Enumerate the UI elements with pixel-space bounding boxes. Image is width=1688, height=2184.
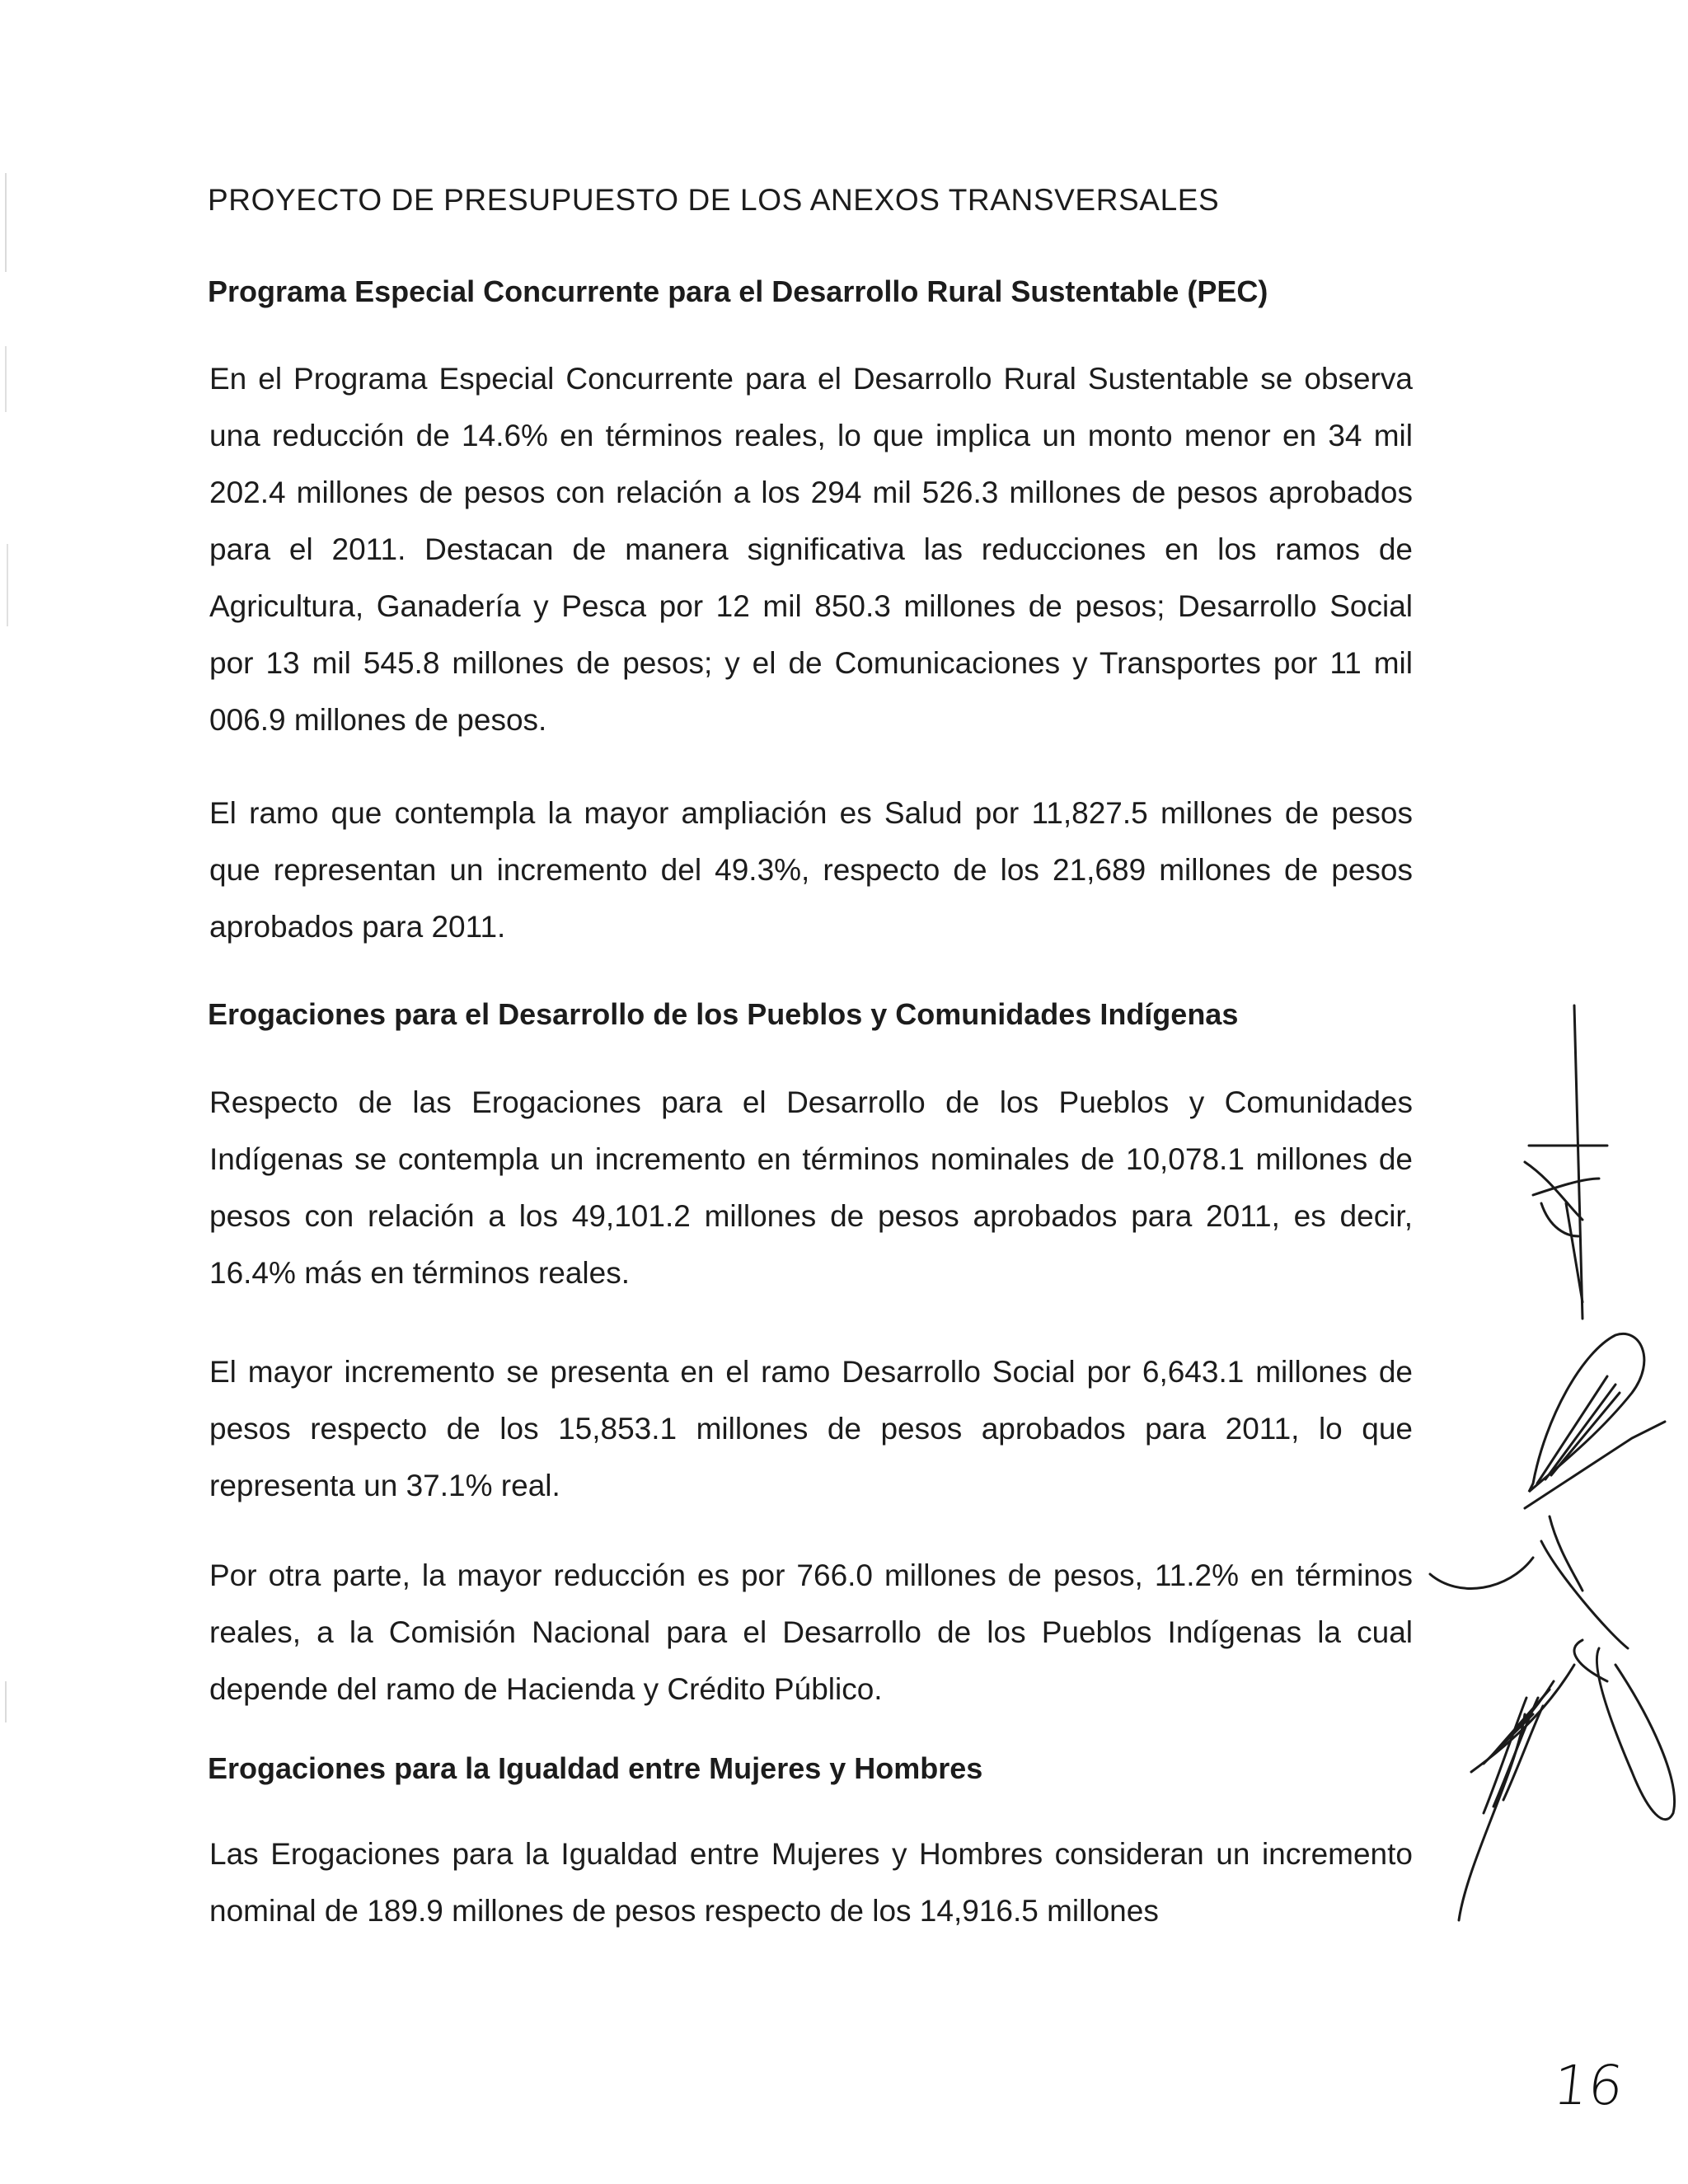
paragraph-pec-salud: El ramo que contempla la mayor ampliación es Salud por 11,827.5 millones de pesos que representan un incremento del 49.3%, respecto de los 21,689 millones de pesos aprobados para 2011. bbox=[209, 796, 1413, 944]
section-heading-pec: Programa Especial Concurrente para el Desarrollo Rural Sustentable (PEC) bbox=[208, 274, 1268, 308]
handwritten-signature bbox=[1335, 989, 1688, 2184]
paragraph-indigenas-desarrollo-social: El mayor incremento se presenta en el ramo Desarrollo Social por 6,643.1 millones de pesos respecto de los 15,853.1 millones de pesos aprobados para 2011, lo que representa un 37.1% real. bbox=[209, 1355, 1413, 1502]
paragraph-indigenas-summary: Respecto de las Erogaciones para el Desarrollo de los Pueblos y Comunidades Indígenas se contempla un incremento en términos nominales de 10,078.1 millones de pesos con relación a los 49,101.2 millones de pesos aprobados para 2011, es decir, 16.4% más en términos reales. bbox=[209, 1085, 1413, 1290]
scan-artifact bbox=[5, 173, 7, 272]
page-number: 16 bbox=[1550, 2054, 1627, 2117]
scan-artifact bbox=[7, 544, 8, 626]
paragraph-pec-summary: En el Programa Especial Concurrente para el Desarrollo Rural Sustentable se observa una reducción de 14.6% en términos reales, lo que implica un monto menor en 34 mil 202.4 millones de pesos con relación a los 294 mil 526.3 millones de pesos aprobados para el 2011. Destacan de manera significativa las reducciones en los ramos de Agricultura, Ganadería y Pesca por 12 mil 850.3 millones de pesos; Desarrollo Social por 13 mil 545.8 millones de pesos; y el de Comunicaciones y Transportes por 11 mil 006.9 millones de pesos. bbox=[209, 362, 1413, 737]
scan-artifact bbox=[5, 346, 7, 412]
paragraph-igualdad-summary: Las Erogaciones para la Igualdad entre Mujeres y Hombres consideran un incremento nominal de 189.9 millones de pesos respecto de los 14,916.5 millones bbox=[209, 1837, 1413, 1928]
scan-artifact bbox=[5, 1681, 7, 1722]
paragraph-indigenas-reduccion: Por otra parte, la mayor reducción es por 766.0 millones de pesos, 11.2% en términos reales, a la Comisión Nacional para el Desarrollo de los Pueblos Indígenas la cual depende del ramo de Hacienda y Crédito Público. bbox=[209, 1558, 1413, 1706]
section-heading-indigenas: Erogaciones para el Desarrollo de los Pueblos y Comunidades Indígenas bbox=[208, 997, 1239, 1031]
document-title: PROYECTO DE PRESUPUESTO DE LOS ANEXOS TRANSVERSALES bbox=[208, 183, 1220, 217]
section-heading-igualdad: Erogaciones para la Igualdad entre Mujeres y Hombres bbox=[208, 1751, 983, 1785]
